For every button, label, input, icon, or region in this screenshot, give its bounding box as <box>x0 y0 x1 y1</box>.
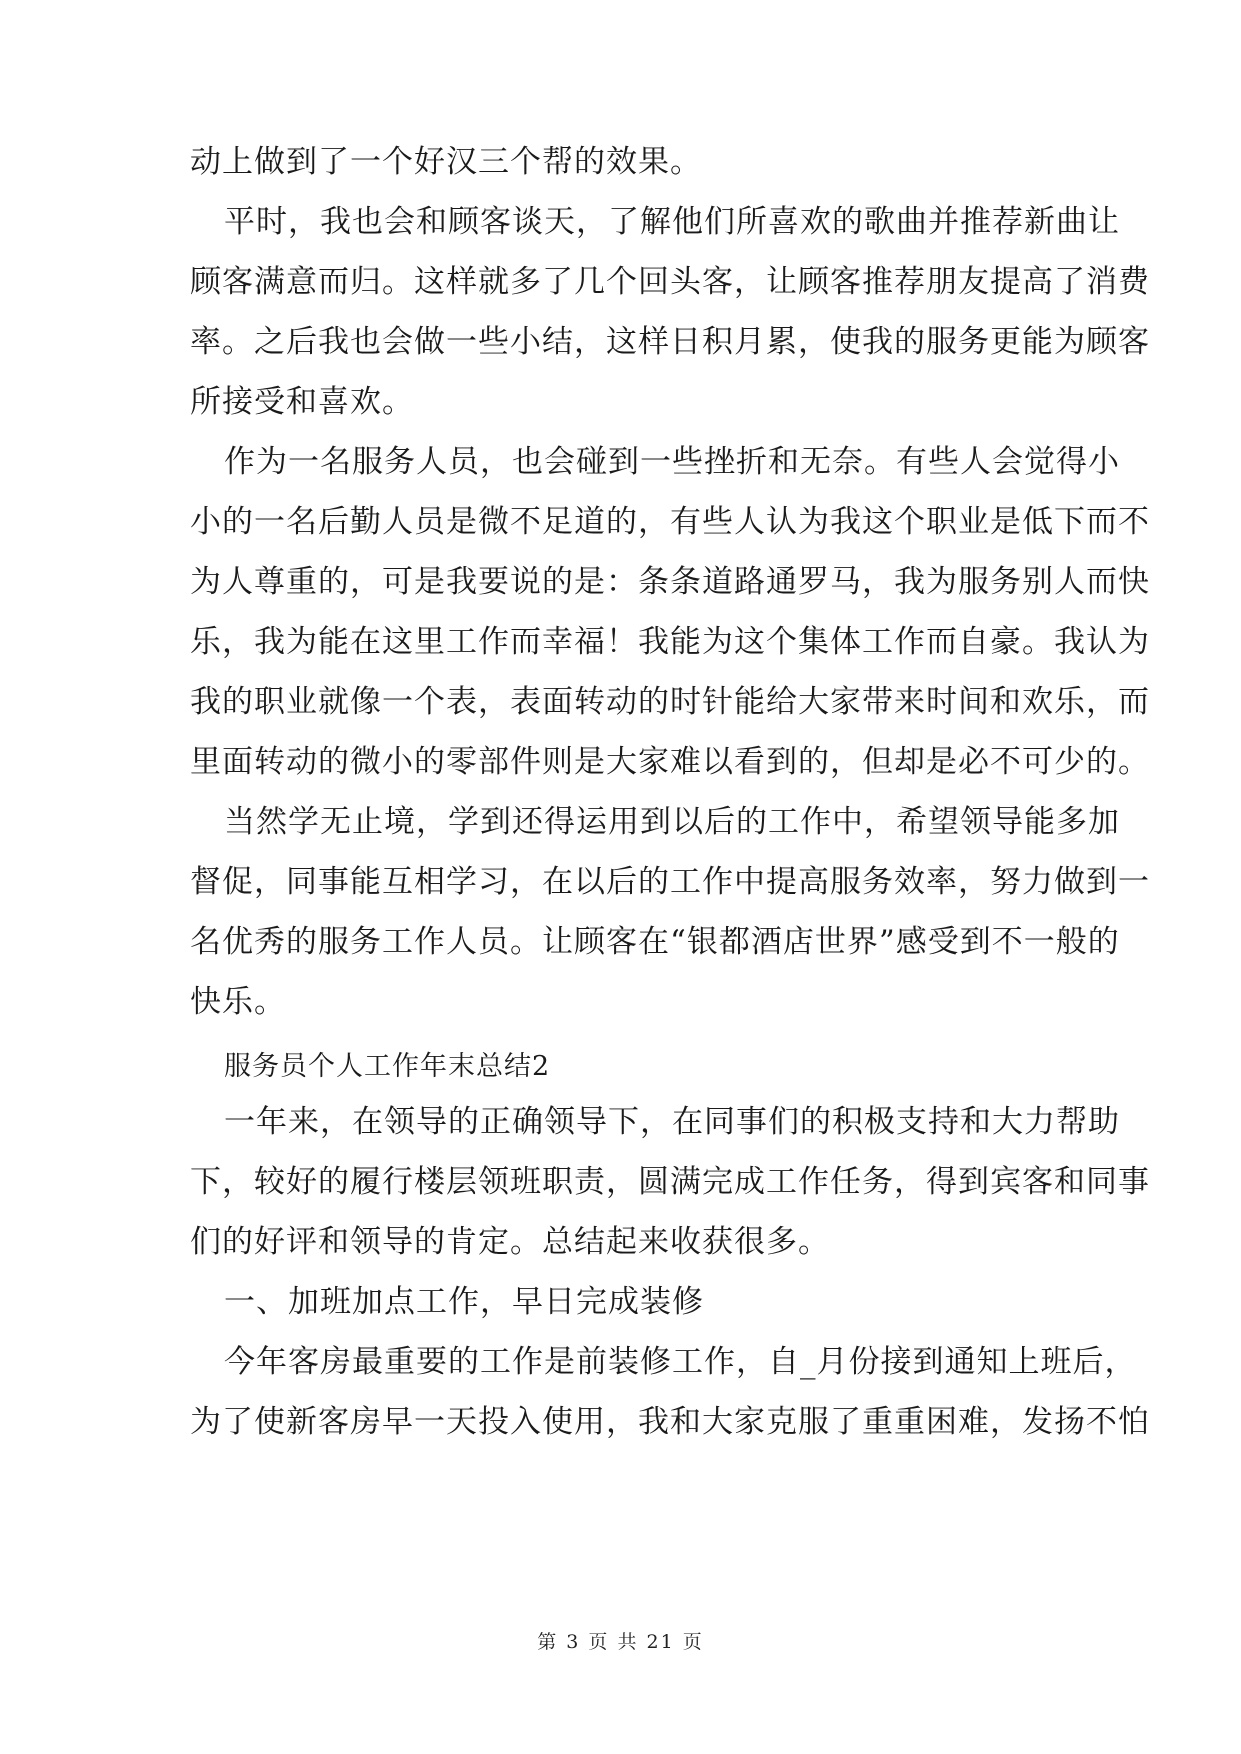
text-line: 督促，同事能互相学习，在以后的工作中提高服务效率，努力做到一 <box>190 864 1150 900</box>
text-line: 为人尊重的，可是我要说的是：条条道路通罗马，我为服务别人而快 <box>190 564 1150 600</box>
text-line: 下，较好的履行楼层领班职责，圆满完成工作任务，得到宾客和同事 <box>190 1164 1150 1200</box>
page-footer: 第 3 页 共 21 页 <box>537 1631 704 1653</box>
text-line: 小的一名后勤人员是微不足道的，有些人认为我这个职业是低下而不 <box>190 504 1150 540</box>
paragraph-first-line: 一年来，在领导的正确领导下，在同事们的积极支持和大力帮助 <box>224 1104 1120 1140</box>
text-line: 们的好评和领导的肯定。总结起来收获很多。 <box>190 1224 830 1260</box>
paragraph-first-line: 当然学无止境，学到还得运用到以后的工作中，希望领导能多加 <box>224 804 1120 840</box>
text-line: 顾客满意而归。这样就多了几个回头客，让顾客推荐朋友提高了消费 <box>190 264 1150 300</box>
text-line: 里面转动的微小的零部件则是大家难以看到的，但却是必不可少的。 <box>190 744 1150 780</box>
text-line: 动上做到了一个好汉三个帮的效果。 <box>190 144 702 180</box>
text-line: 率。之后我也会做一些小结，这样日积月累，使我的服务更能为顾客 <box>190 324 1150 360</box>
text-line: 名优秀的服务工作人员。让顾客在“银都酒店世界”感受到不一般的 <box>190 924 1120 960</box>
text-line: 所接受和喜欢。 <box>190 384 414 420</box>
text-line: 为了使新客房早一天投入使用，我和大家克服了重重困难，发扬不怕 <box>190 1404 1150 1440</box>
paragraph-first-line: 今年客房最重要的工作是前装修工作，自_月份接到通知上班后， <box>224 1344 1137 1380</box>
subsection-heading: 一、加班加点工作，早日完成装修 <box>224 1284 704 1320</box>
text-line: 乐，我为能在这里工作而幸福！我能为这个集体工作而自豪。我认为 <box>190 624 1150 660</box>
section-heading: 服务员个人工作年末总结2 <box>224 1051 551 1082</box>
paragraph-first-line: 平时，我也会和顾客谈天，了解他们所喜欢的歌曲并推荐新曲让 <box>224 204 1120 240</box>
text-line: 快乐。 <box>190 984 286 1020</box>
text-line: 我的职业就像一个表，表面转动的时针能给大家带来时间和欢乐，而 <box>190 684 1150 720</box>
paragraph-first-line: 作为一名服务人员，也会碰到一些挫折和无奈。有些人会觉得小 <box>224 444 1120 480</box>
